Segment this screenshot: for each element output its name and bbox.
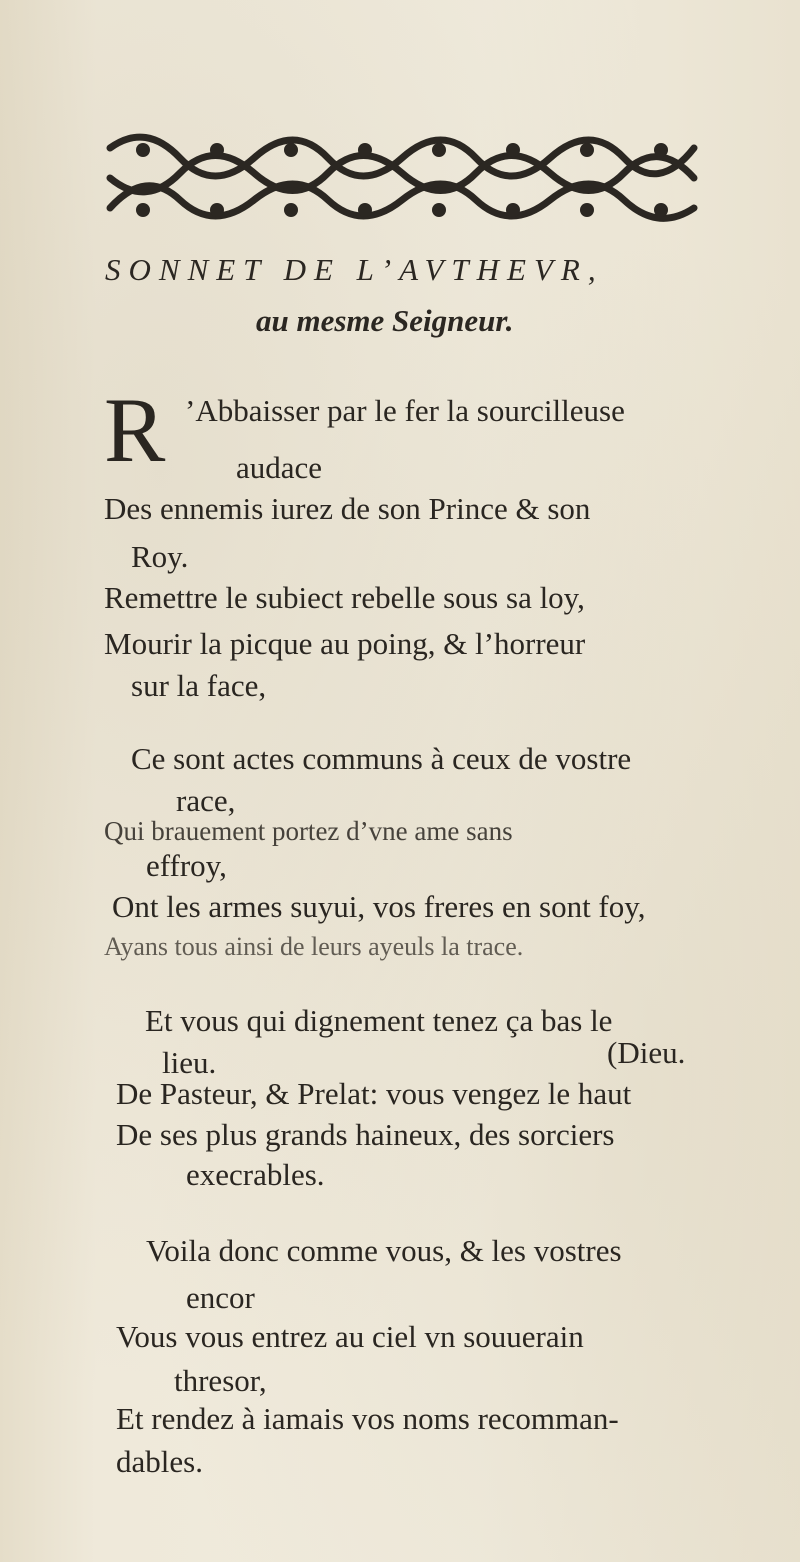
headpiece-ornament <box>106 128 698 228</box>
verse-line: thresor, <box>174 1363 267 1398</box>
verse-line: Ayans tous ainsi de leurs ayeuls la trace. <box>104 932 524 961</box>
verse-line: effroy, <box>146 848 227 883</box>
verse-line: Vous vous entrez au ciel vn souuerain <box>116 1319 584 1354</box>
verse-line: lieu. <box>162 1045 217 1080</box>
verse-line: Remettre le subiect rebelle sous sa loy, <box>104 580 585 615</box>
verse-line: race, <box>176 783 236 818</box>
verse-line: audace <box>236 450 323 485</box>
verse-line: (Dieu. <box>607 1035 686 1070</box>
verse-line: sur la face, <box>131 668 267 703</box>
verse-line: dables. <box>116 1444 203 1479</box>
verse-line: De ses plus grands haineux, des sorciers <box>116 1117 615 1152</box>
verse-line: Et rendez à iamais vos noms recomman- <box>116 1401 619 1436</box>
verse-line: Mourir la picque au poing, & l’horreur <box>104 626 586 661</box>
drop-cap: R <box>104 379 166 481</box>
verse-line: Et vous qui dignement tenez ça bas le <box>145 1003 613 1038</box>
verse-line: Qui brauement portez d’vne ame sans <box>104 816 513 846</box>
verse-line: encor <box>186 1280 255 1315</box>
verse-line: execrables. <box>186 1157 325 1192</box>
verse-line: Ont les armes suyui, vos freres en sont foy, <box>112 889 646 924</box>
verse-line: Roy. <box>131 539 189 574</box>
verse-line: Ce sont actes communs à ceux de vostre <box>131 741 632 776</box>
page-subtitle: au mesme Seigneur. <box>256 303 514 338</box>
verse-line: Voila donc comme vous, & les vostres <box>146 1233 622 1268</box>
verse-line: De Pasteur, & Prelat: vous vengez le haut <box>116 1076 632 1111</box>
verse-line: Des ennemis iurez de son Prince & son <box>104 491 591 526</box>
page-title: SONNET DE L’AVTHEVR, <box>105 252 604 287</box>
verse-line: ’Abbaisser par le fer la sourcilleuse <box>185 393 625 428</box>
